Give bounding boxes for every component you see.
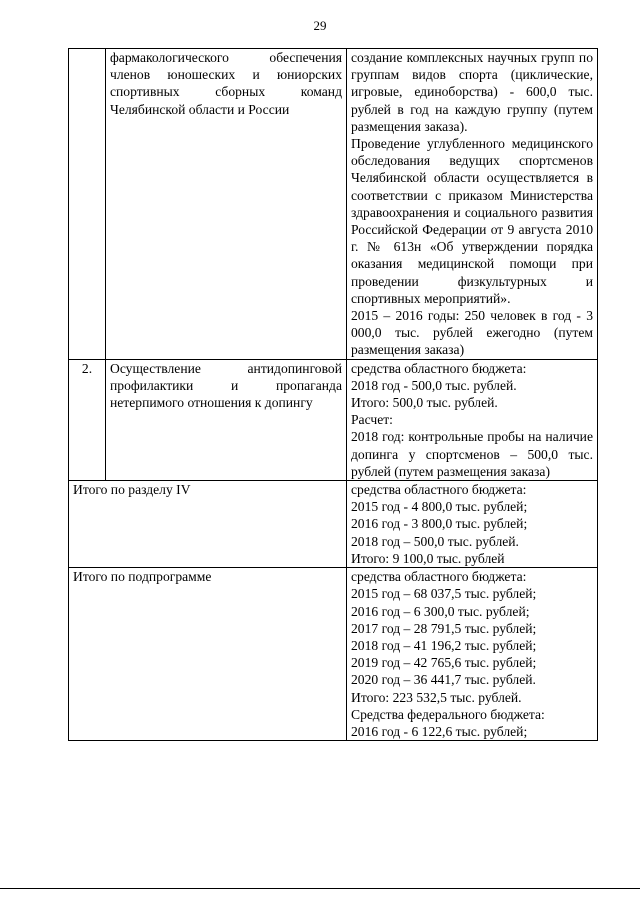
- description-paragraph: Проведение углубленного медицинского обследования ведущих спортсменов Челябинской области осуществляется в соответствии с приказом Министерства здравоохранения и социального развития Российской Федерации от 9 августа 2010 г. № 613н «Об утверждении порядка оказания медицинской помощи при проведении физкультурных и спортивных мероприятий».: [351, 136, 593, 306]
- measure-name-text: фармакологического обеспечения членов юношеских и юниорских спортивных сборных команд Челябинской области и России: [110, 50, 342, 117]
- table-row: [69, 49, 598, 360]
- total-line: 2016 год - 6 122,6 тыс. рублей;: [351, 723, 528, 739]
- subprogram-total-row: [69, 568, 598, 741]
- description-line: средства областного бюджета:: [351, 360, 527, 376]
- measure-name: [106, 49, 347, 360]
- page-number: 29: [313, 18, 327, 33]
- total-line: 2019 год – 42 765,6 тыс. рублей;: [351, 655, 537, 671]
- section-total-row: [69, 481, 598, 568]
- total-line: 2015 год – 68 037,5 тыс. рублей;: [351, 586, 537, 602]
- description-paragraph: 2018 год: контрольные пробы на наличие допинга у спортсменов – 500,0 тыс. рублей (путем размещения заказа): [351, 429, 593, 479]
- section-total-values: [347, 481, 598, 568]
- description-paragraph: 2015 – 2016 годы: 250 человек в год - 3 000,0 тыс. рублей ежегодно (путем размещения заказа): [351, 308, 593, 358]
- row-number: [69, 49, 106, 360]
- total-line: Итого: 223 532,5 тыс. рублей.: [351, 689, 522, 705]
- total-line: 2016 год - 3 800,0 тыс. рублей;: [351, 516, 528, 532]
- description-line: Итого: 500,0 тыс. рублей.: [351, 395, 498, 411]
- total-line: средства областного бюджета:: [351, 482, 527, 498]
- total-line: средства областного бюджета:: [351, 569, 527, 585]
- total-line: 2015 год - 4 800,0 тыс. рублей;: [351, 499, 528, 515]
- total-line: 2018 год – 500,0 тыс. рублей.: [351, 533, 519, 549]
- total-line: 2018 год – 41 196,2 тыс. рублей;: [351, 637, 537, 653]
- bottom-divider: [0, 888, 640, 889]
- measures-table: [68, 48, 598, 741]
- description-paragraph: создание комплексных научных групп по группам видов спорта (циклические, игровые, единоборства) - 600,0 тыс. рублей в год на каждую группу (путем размещения заказа).: [351, 50, 593, 134]
- total-line: 2017 год – 28 791,5 тыс. рублей;: [351, 620, 537, 636]
- total-line: 2016 год – 6 300,0 тыс. рублей;: [351, 603, 530, 619]
- subprogram-total-label: Итого по подпрограмме: [69, 568, 347, 741]
- section-total-label: Итого по разделу IV: [69, 481, 347, 568]
- row-number: 2.: [69, 359, 106, 480]
- measure-description: [347, 359, 598, 480]
- measure-name-text: Осуществление антидопинговой профилактики и пропаганда нетерпимого отношения к допингу: [110, 360, 342, 411]
- total-line: Средства федерального бюджета:: [351, 706, 545, 722]
- description-line: Расчет:: [351, 412, 393, 428]
- measure-description: [347, 49, 598, 360]
- subprogram-total-values: [347, 568, 598, 741]
- total-line: Итого: 9 100,0 тыс. рублей: [351, 550, 505, 566]
- table-row: [69, 359, 598, 480]
- measure-name: [106, 359, 347, 480]
- description-line: 2018 год - 500,0 тыс. рублей.: [351, 377, 517, 393]
- total-line: 2020 год – 36 441,7 тыс. рублей.: [351, 672, 536, 688]
